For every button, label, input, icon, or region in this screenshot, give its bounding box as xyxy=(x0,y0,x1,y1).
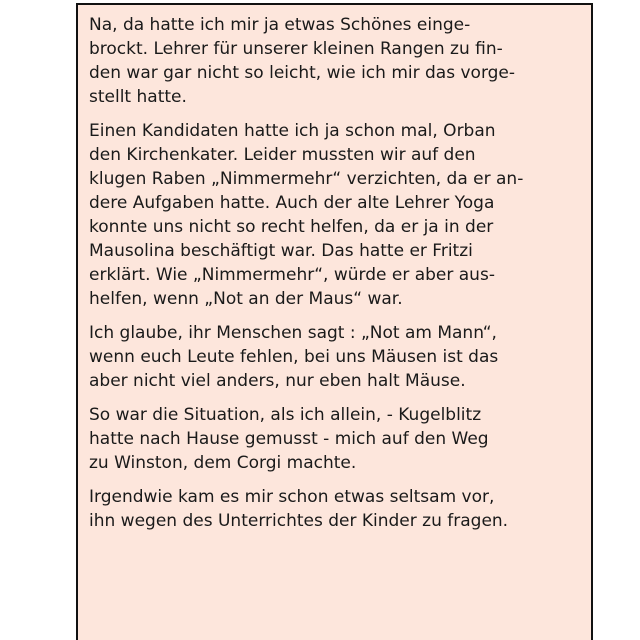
paragraph-5 xyxy=(89,485,581,533)
text-line: den Kirchenkater. Leider mussten wir auf den xyxy=(89,145,476,165)
text-line: den war gar nicht so leicht, wie ich mir das vorge- xyxy=(89,63,516,83)
text-line: Einen Kandidaten hatte ich ja schon mal, Orban xyxy=(89,121,496,141)
text-line: aber nicht viel anders, nur eben halt Mäuse. xyxy=(89,371,466,391)
text-line: erklärt. Wie „Nimmermehr“, würde er aber aus- xyxy=(89,265,495,285)
text-line: hatte nach Hause gemusst - mich auf den Weg xyxy=(89,429,489,449)
text-line: Mausolina beschäftigt war. Das hatte er Fritzi xyxy=(89,241,473,261)
text-line: So war die Situation, als ich allein, - Kugelblitz xyxy=(89,405,482,425)
paragraph-3 xyxy=(89,321,581,393)
text-line: stellt hatte. xyxy=(89,87,187,107)
text-line: brockt. Lehrer für unserer kleinen Rangen zu fin- xyxy=(89,39,503,59)
text-line: zu Winston, dem Corgi machte. xyxy=(89,453,357,473)
text-line: Irgendwie kam es mir schon etwas seltsam vor, xyxy=(89,487,495,507)
story-text-box xyxy=(76,3,593,640)
text-line: dere Aufgaben hatte. Auch der alte Lehrer Yoga xyxy=(89,193,495,213)
text-line: klugen Raben „Nimmermehr“ verzichten, da er an- xyxy=(89,169,524,189)
text-line: helfen, wenn „Not an der Maus“ war. xyxy=(89,289,403,309)
text-line: Ich glaube, ihr Menschen sagt : „Not am Mann“, xyxy=(89,323,497,343)
text-line: konnte uns nicht so recht helfen, da er ja in der xyxy=(89,217,494,237)
text-line: ihn wegen des Unterrichtes der Kinder zu fragen. xyxy=(89,511,509,531)
paragraph-1 xyxy=(89,13,581,109)
text-line: Na, da hatte ich mir ja etwas Schönes einge- xyxy=(89,15,471,35)
paragraph-2 xyxy=(89,119,581,311)
text-line: wenn euch Leute fehlen, bei uns Mäusen ist das xyxy=(89,347,499,367)
paragraph-4 xyxy=(89,403,581,475)
